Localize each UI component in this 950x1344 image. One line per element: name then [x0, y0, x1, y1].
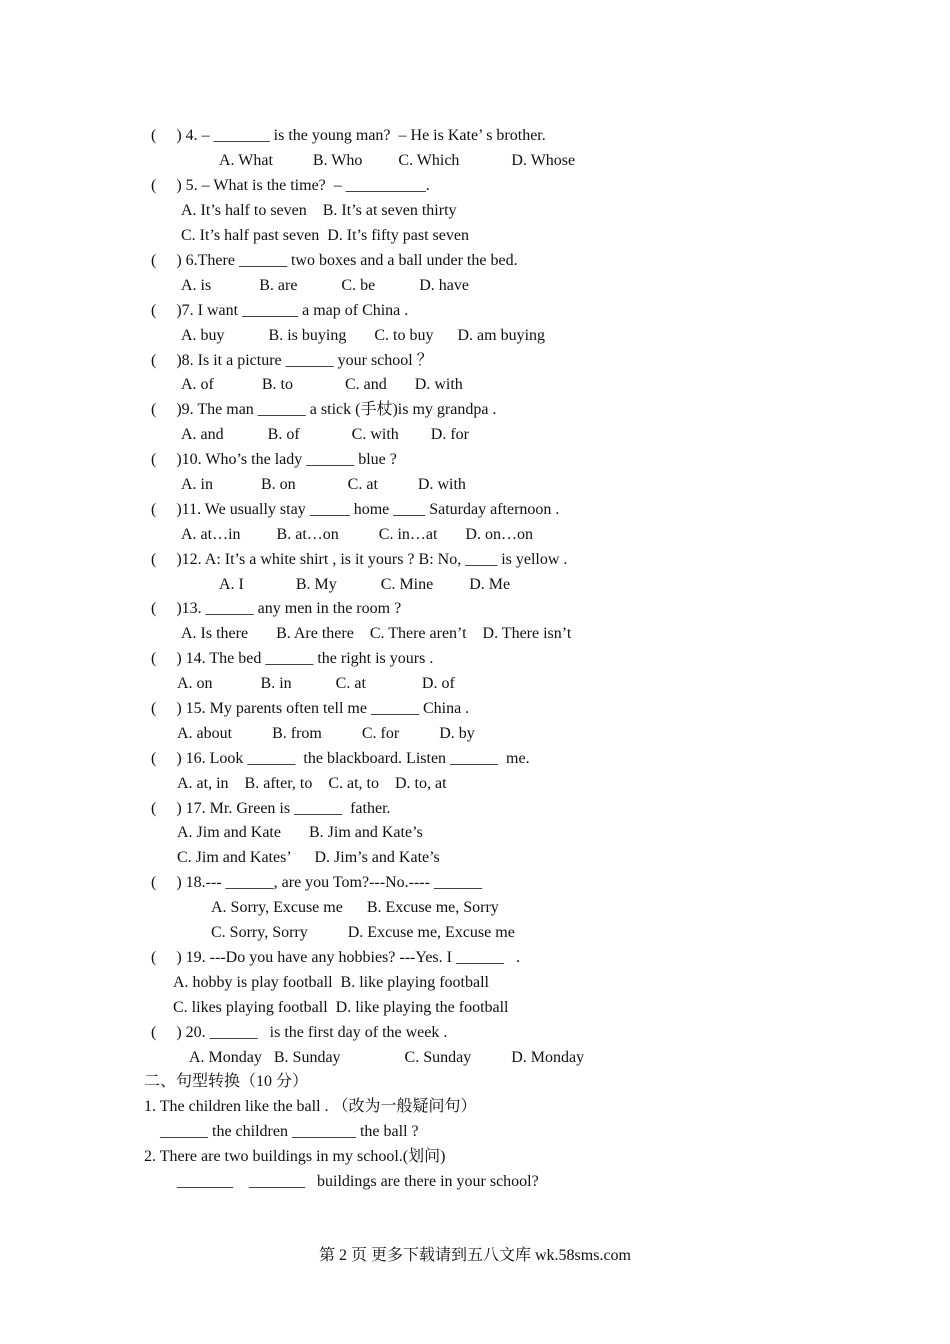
question-11: ( )11. We usually stay _____ home ____ Saturday afternoon . [151, 501, 560, 518]
transform-answer-1: ______ the children ________ the ball ? [160, 1123, 419, 1140]
question-7-options: A. buy B. is buying C. to buy D. am buying [181, 327, 546, 344]
question-9: ( )9. The man ______ a stick (手杖)is my grandpa . [151, 401, 497, 418]
question-19-options-cd: C. likes playing football D. like playing the football [173, 999, 509, 1016]
question-12-options: A. I B. My C. Mine D. Me [219, 576, 511, 593]
question-17: ( ) 17. Mr. Green is ______ father. [151, 800, 391, 817]
transform-question-1: 1. The children like the ball . （改为一般疑问句） [144, 1098, 477, 1115]
question-10: ( )10. Who’s the lady ______ blue ? [151, 451, 397, 468]
question-6-options: A. is B. are C. be D. have [181, 277, 469, 294]
question-20-options: A. Monday B. Sunday C. Sunday D. Monday [189, 1049, 585, 1066]
question-7: ( )7. I want _______ a map of China . [151, 302, 409, 319]
question-17-options-cd: C. Jim and Kates’ D. Jim’s and Kate’s [177, 849, 440, 866]
question-18-options-cd: C. Sorry, Sorry D. Excuse me, Excuse me [211, 924, 515, 941]
question-4: ( ) 4. – _______ is the young man? – He is Kate’ s brother. [151, 127, 546, 144]
question-20: ( ) 20. ______ is the first day of the week . [151, 1024, 448, 1041]
question-4-options: A. What B. Who C. Which D. Whose [219, 152, 576, 169]
question-14: ( ) 14. The bed ______ the right is yours . [151, 650, 434, 667]
question-8-options: A. of B. to C. and D. with [181, 376, 463, 393]
question-9-options: A. and B. of C. with D. for [181, 426, 469, 443]
question-16: ( ) 16. Look ______ the blackboard. Listen ______ me. [151, 750, 530, 767]
question-16-options: A. at, in B. after, to C. at, to D. to, at [177, 775, 447, 792]
question-6: ( ) 6.There ______ two boxes and a ball under the bed. [151, 252, 518, 269]
transform-question-2: 2. There are two buildings in my school.(划问) [144, 1148, 446, 1165]
question-11-options: A. at…in B. at…on C. in…at D. on…on [181, 526, 533, 543]
question-13: ( )13. ______ any men in the room ? [151, 600, 402, 617]
question-13-options: A. Is there B. Are there C. There aren’t D. There isn’t [181, 625, 572, 642]
question-18: ( ) 18.--- ______, are you Tom?---No.---- ______ [151, 874, 482, 891]
question-17-options-ab: A. Jim and Kate B. Jim and Kate’s [177, 824, 423, 841]
question-5-options-ab: A. It’s half to seven B. It’s at seven thirty [181, 202, 457, 219]
question-19-options-ab: A. hobby is play football B. like playing football [173, 974, 489, 991]
question-15: ( ) 15. My parents often tell me ______ China . [151, 700, 470, 717]
page-footer: 第 2 页 更多下载请到五八文库 wk.58sms.com [318, 1247, 631, 1264]
question-19: ( ) 19. ---Do you have any hobbies? ---Yes. I ______ . [151, 949, 520, 966]
question-10-options: A. in B. on C. at D. with [181, 476, 466, 493]
question-5: ( ) 5. – What is the time? – __________. [151, 177, 430, 194]
question-14-options: A. on B. in C. at D. of [177, 675, 455, 692]
question-5-options-cd: C. It’s half past seven D. It’s fifty past seven [181, 227, 469, 244]
question-18-options-ab: A. Sorry, Excuse me B. Excuse me, Sorry [211, 899, 499, 916]
question-15-options: A. about B. from C. for D. by [177, 725, 475, 742]
section-heading: 二、句型转换（10 分） [144, 1073, 309, 1090]
question-8: ( )8. Is it a picture ______ your school ？ [151, 352, 433, 369]
transform-answer-2: _______ _______ buildings are there in your school? [177, 1173, 539, 1190]
question-12: ( )12. A: It’s a white shirt , is it yours ? B: No, ____ is yellow . [151, 551, 568, 568]
